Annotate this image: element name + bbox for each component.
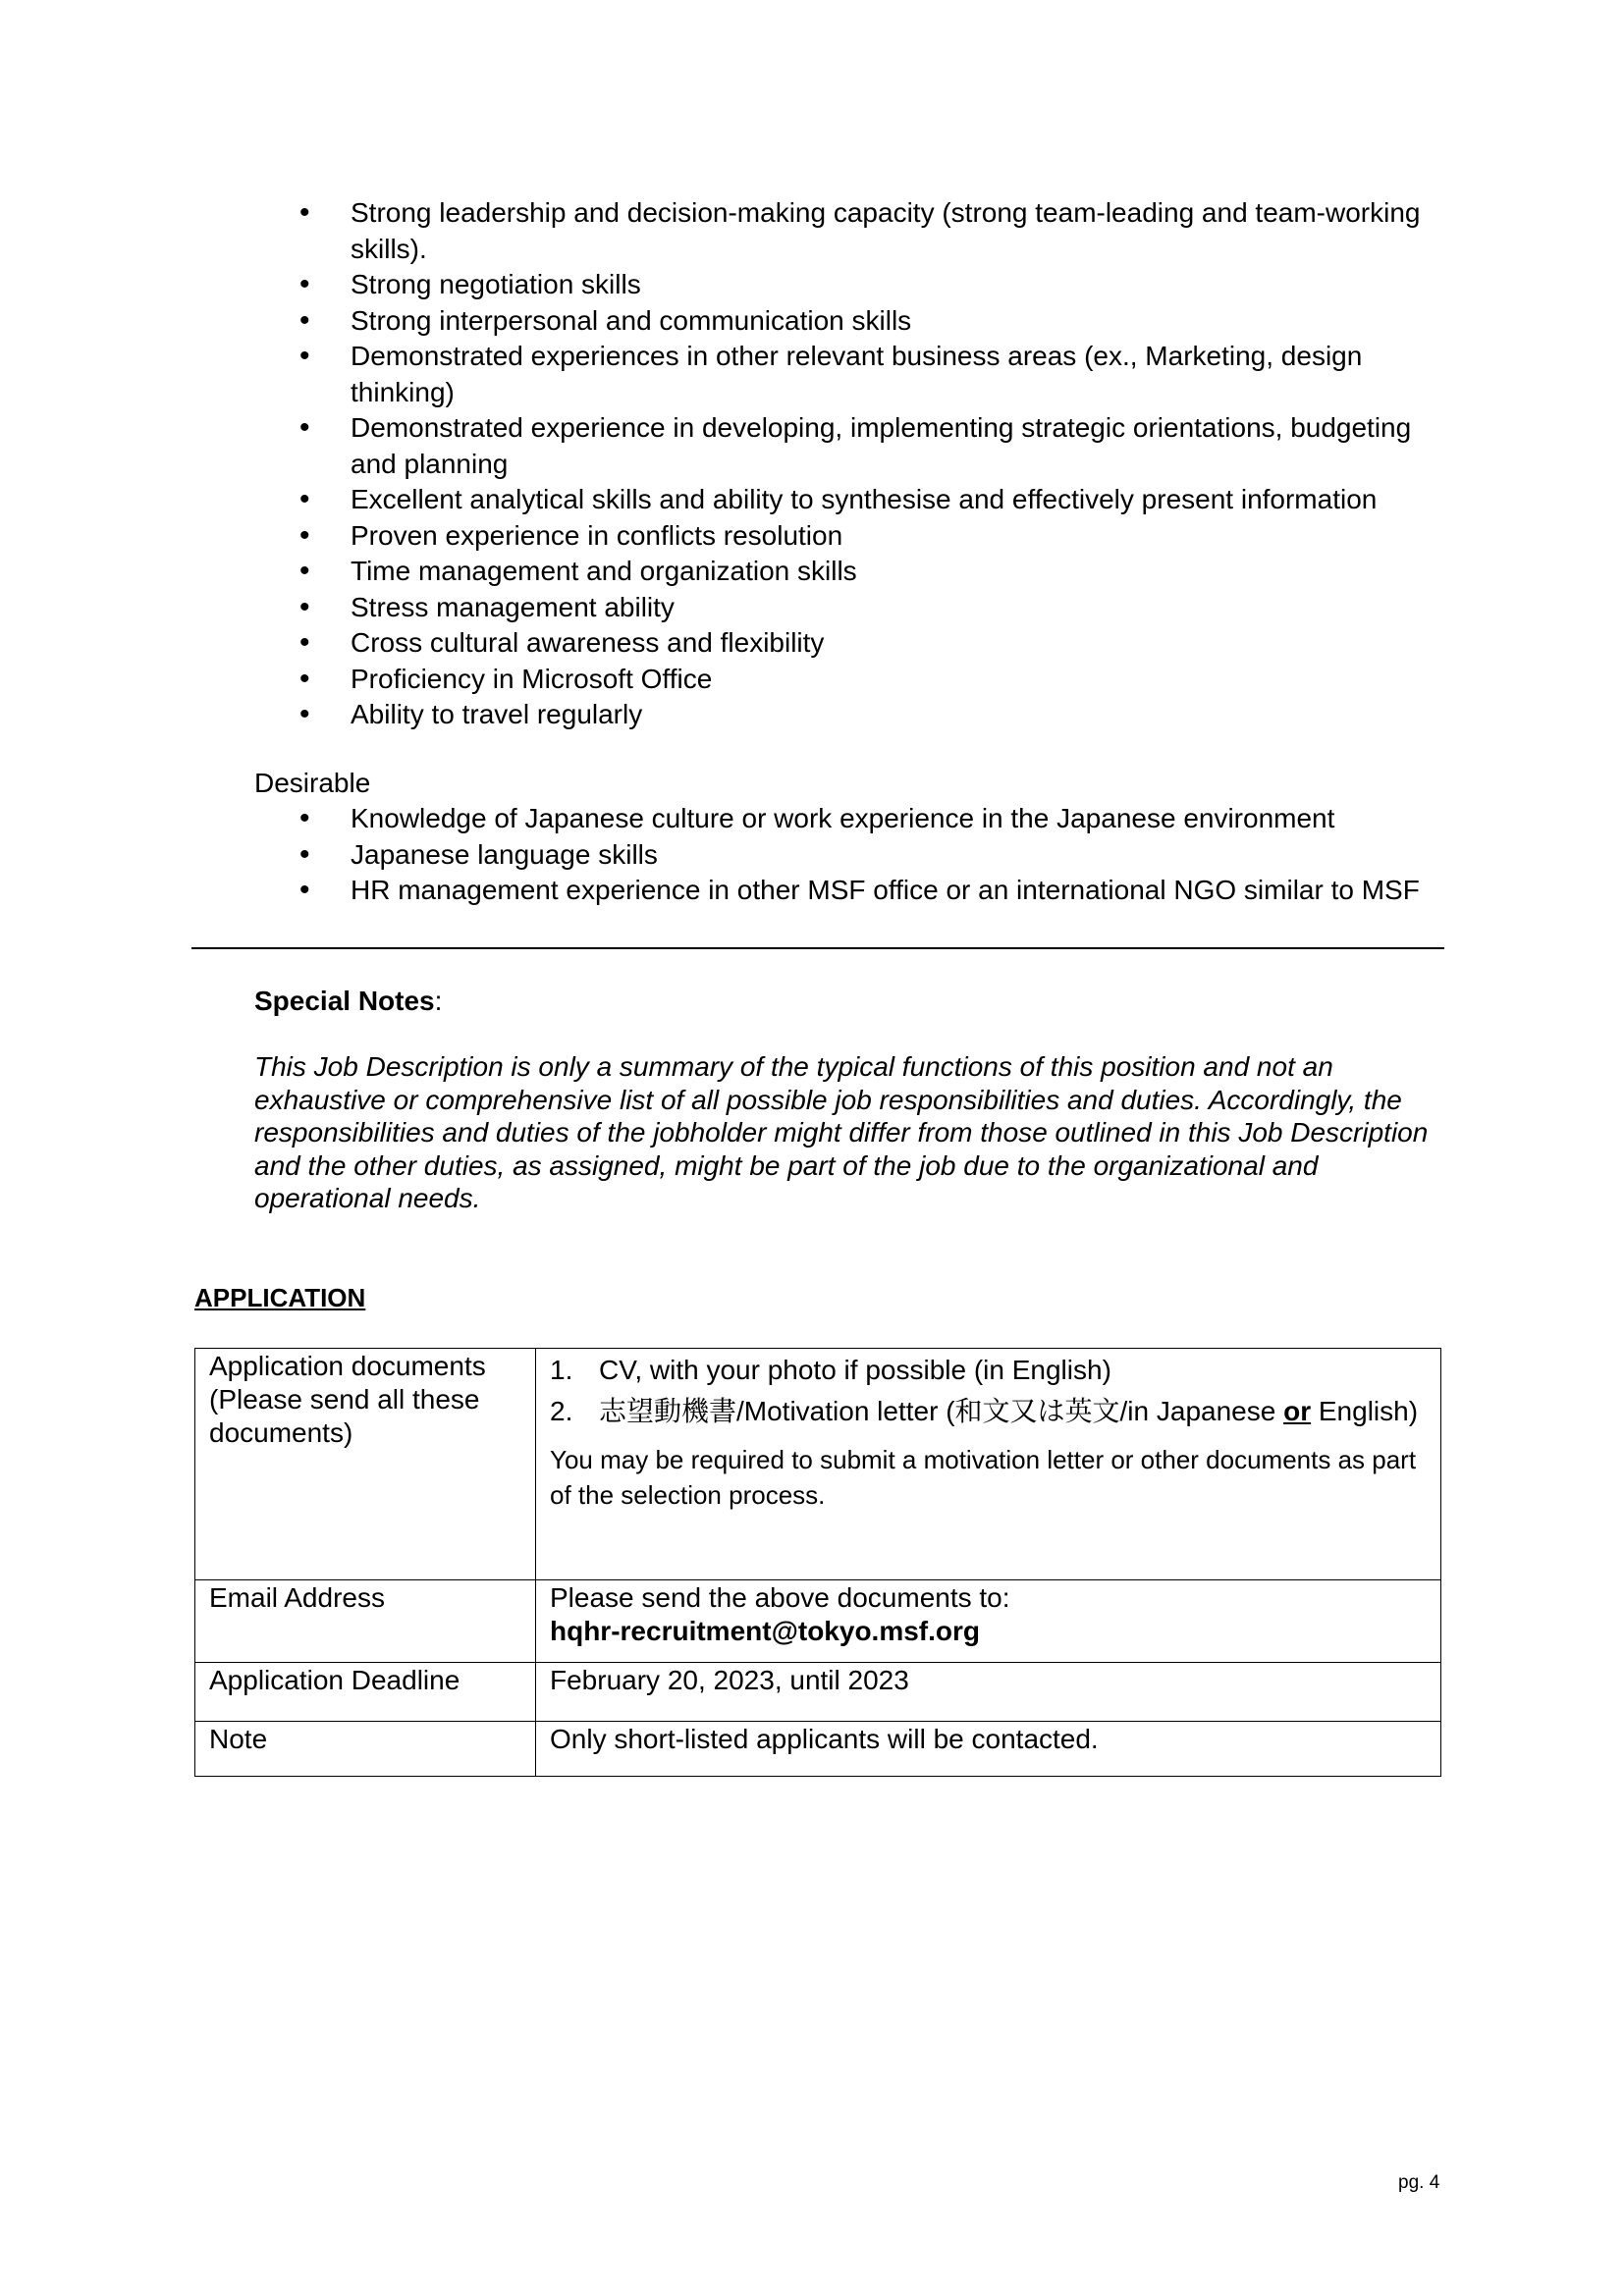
- desirable-label: Desirable: [254, 768, 371, 798]
- list-item: [550, 1350, 1429, 1391]
- list-item: • Cross cultural awareness and flexibility: [254, 625, 1454, 662]
- documents-note: You may be required to submit a motivation letter or other documents as part of the selection process.: [550, 1445, 1417, 1510]
- email-instruction: Please send the above documents to:: [550, 1582, 1010, 1613]
- deadline-value: February 20, 2023, until 2023: [536, 1663, 1441, 1722]
- list-number: 1.: [550, 1355, 573, 1385]
- document-item-text: 志望動機書/Motivation letter (和文又は英文/in Japanese: [599, 1396, 1284, 1426]
- list-number: 2.: [550, 1396, 573, 1426]
- special-notes-body: This Job Description is only a summary of the typical functions of this position and not an exhaustive or comprehensive list of all possible job responsibilities and duties. Accordingly, the responsibilities and duties of the jobholder might differ from those outlined in this Job Description and the other duties, as assigned, might be part of the job due to the organizational and operational needs.: [254, 1051, 1429, 1213]
- email-value: [536, 1580, 1441, 1663]
- list-item: • Strong leadership and decision-making capacity (strong team-leading and team-working skills).: [254, 195, 1454, 267]
- list-item: • HR management experience in other MSF office or an international NGO similar to MSF: [254, 873, 1454, 909]
- list-item: • Stress management ability: [254, 590, 1454, 626]
- list-item: • Demonstrated experiences in other relevant business areas (ex., Marketing, design thinking): [254, 339, 1454, 410]
- list-item: • Ability to travel regularly: [254, 697, 1454, 733]
- document-item-text: CV, with your photo if possible (in English): [599, 1355, 1111, 1385]
- list-item: • Japanese language skills: [254, 837, 1454, 874]
- documents-list: [550, 1350, 1429, 1432]
- desirable-list: [254, 801, 1454, 909]
- list-item: • Strong negotiation skills: [254, 267, 1454, 303]
- email-label: Email Address: [195, 1580, 536, 1663]
- application-heading: APPLICATION: [194, 1283, 366, 1312]
- list-item: • Time management and organization skills: [254, 554, 1454, 590]
- documents-value: [536, 1349, 1441, 1580]
- table-row: [195, 1722, 1441, 1777]
- list-item: • Proficiency in Microsoft Office: [254, 662, 1454, 698]
- requirements-list: [254, 195, 1454, 733]
- list-item: [550, 1391, 1429, 1432]
- list-item: • Proven experience in conflicts resolution: [254, 518, 1454, 555]
- table-row: [195, 1663, 1441, 1722]
- email-address[interactable]: hqhr-recruitment@tokyo.msf.org: [550, 1616, 981, 1646]
- special-notes-colon: :: [434, 986, 443, 1016]
- note-label: Note: [195, 1722, 536, 1777]
- document-item-text-end: English): [1311, 1396, 1419, 1426]
- list-item: • Strong interpersonal and communication skills: [254, 303, 1454, 340]
- table-row: [195, 1580, 1441, 1663]
- list-item: • Excellent analytical skills and ability to synthesise and effectively present information: [254, 482, 1454, 518]
- special-notes-title: Special Notes: [254, 986, 435, 1016]
- page-number: pg. 4: [1398, 2172, 1440, 2193]
- emphasis-or: or: [1283, 1396, 1312, 1426]
- table-row: [195, 1349, 1441, 1580]
- section-divider: [191, 947, 1444, 949]
- note-value: Only short-listed applicants will be contacted.: [536, 1722, 1441, 1777]
- list-item: • Knowledge of Japanese culture or work experience in the Japanese environment: [254, 801, 1454, 837]
- list-item: • Demonstrated experience in developing, implementing strategic orientations, budgeting and planning: [254, 410, 1454, 482]
- application-table: [194, 1348, 1441, 1777]
- special-notes-heading: [254, 984, 442, 1019]
- deadline-label: Application Deadline: [195, 1663, 536, 1722]
- documents-label: Application documents (Please send all these documents): [195, 1349, 536, 1580]
